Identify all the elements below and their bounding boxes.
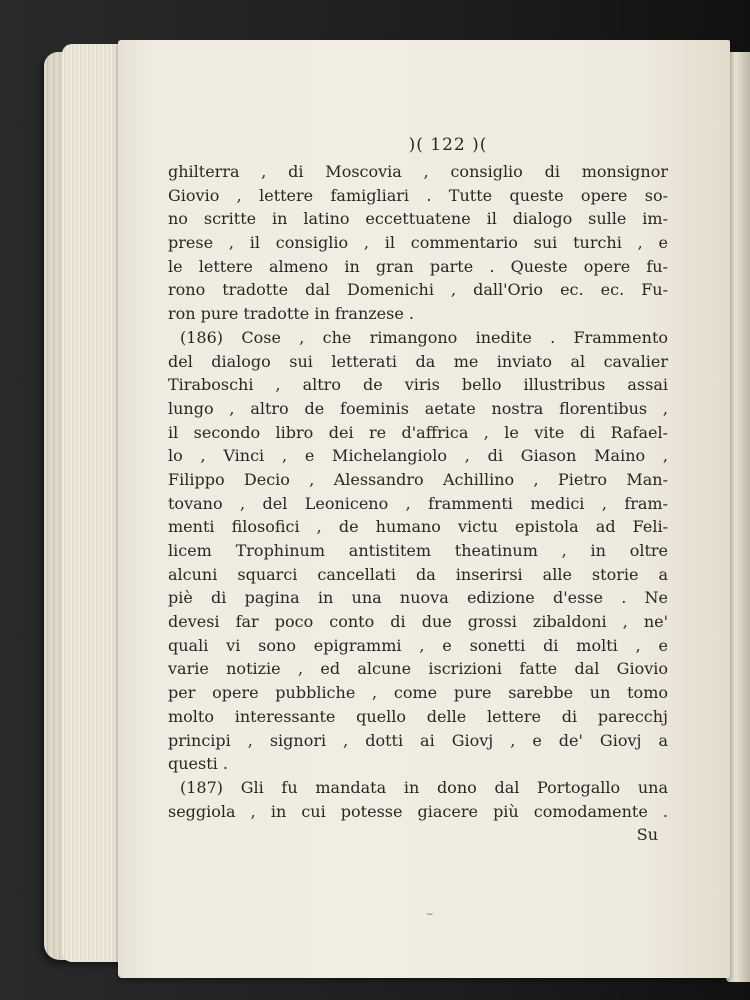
text-line: ghilterra , di Moscovia , consiglio di monsignor — [168, 162, 668, 181]
text-line: Filippo Decio , Alessandro Achillino , Pietro Man- — [168, 469, 668, 489]
page-speck: ~ — [426, 910, 434, 920]
text-line: questi . — [168, 754, 228, 774]
text-line: le lettere almeno in gran parte . Queste opere fu- — [168, 256, 668, 276]
page-text — [168, 128, 668, 847]
text-line: (186) Cose , che rimangono inedite . Frammento — [180, 327, 668, 347]
text-line: principi , signori , dotti ai Giovj , e de' Giovj a — [168, 730, 668, 750]
text-line: tovano , del Leoniceno , frammenti medici , fram- — [168, 493, 668, 513]
page-number: )( 122 )( — [408, 135, 488, 155]
text-line: licem Trophinum antistitem theatinum , in oltre — [168, 541, 668, 560]
text-line: lo , Vinci , e Michelangiolo , di Giason Maino , — [168, 446, 668, 466]
text-line: quali vi sono epigrammi , e sonetti di molti , e — [168, 635, 668, 655]
text-line: alcuni squarci cancellati da inserirsi alle storie a — [168, 564, 668, 584]
text-line: menti filosofici , de humano victu epistola ad Feli- — [168, 517, 668, 537]
text-line: il secondo libro dei re d'affrica , le vite di Rafael- — [168, 422, 668, 442]
text-line: per opere pubbliche , come pure sarebbe un tomo — [168, 683, 668, 703]
text-line: molto interessante quello delle lettere di parecchj — [168, 706, 668, 726]
text-line: piè di pagina in una nuova edizione d'esse . Ne — [168, 588, 668, 608]
text-line: devesi far poco conto di due grossi zibaldoni , ne' — [168, 612, 668, 632]
text-lines — [168, 160, 668, 823]
text-line: del dialogo sui letterati da me inviato al cavalier — [168, 351, 668, 371]
text-line: prese , il consiglio , il commentario sui turchi , e — [168, 233, 668, 253]
text-line: varie notizie , ed alcune iscrizioni fatte dal Giovio — [168, 659, 668, 679]
text-line: (187) Gli fu mandata in dono dal Portogallo una — [180, 777, 668, 797]
text-line: ron pure tradotte in franzese . — [168, 304, 414, 324]
text-line: lungo , altro de foeminis aetate nostra florentibus , — [168, 398, 668, 418]
text-line: no scritte in latino eccettuatene il dialogo sulle im- — [168, 209, 668, 229]
text-line: seggiola , in cui potesse giacere più comodamente . — [168, 801, 668, 821]
catchword: Su — [636, 825, 658, 845]
text-line: Tiraboschi , altro de viris bello illustribus assai — [168, 375, 668, 395]
text-line: Giovio , lettere famigliari . Tutte queste opere so- — [168, 185, 668, 205]
text-line: rono tradotte dal Domenichi , dall'Orio ec. ec. Fu- — [168, 280, 668, 300]
